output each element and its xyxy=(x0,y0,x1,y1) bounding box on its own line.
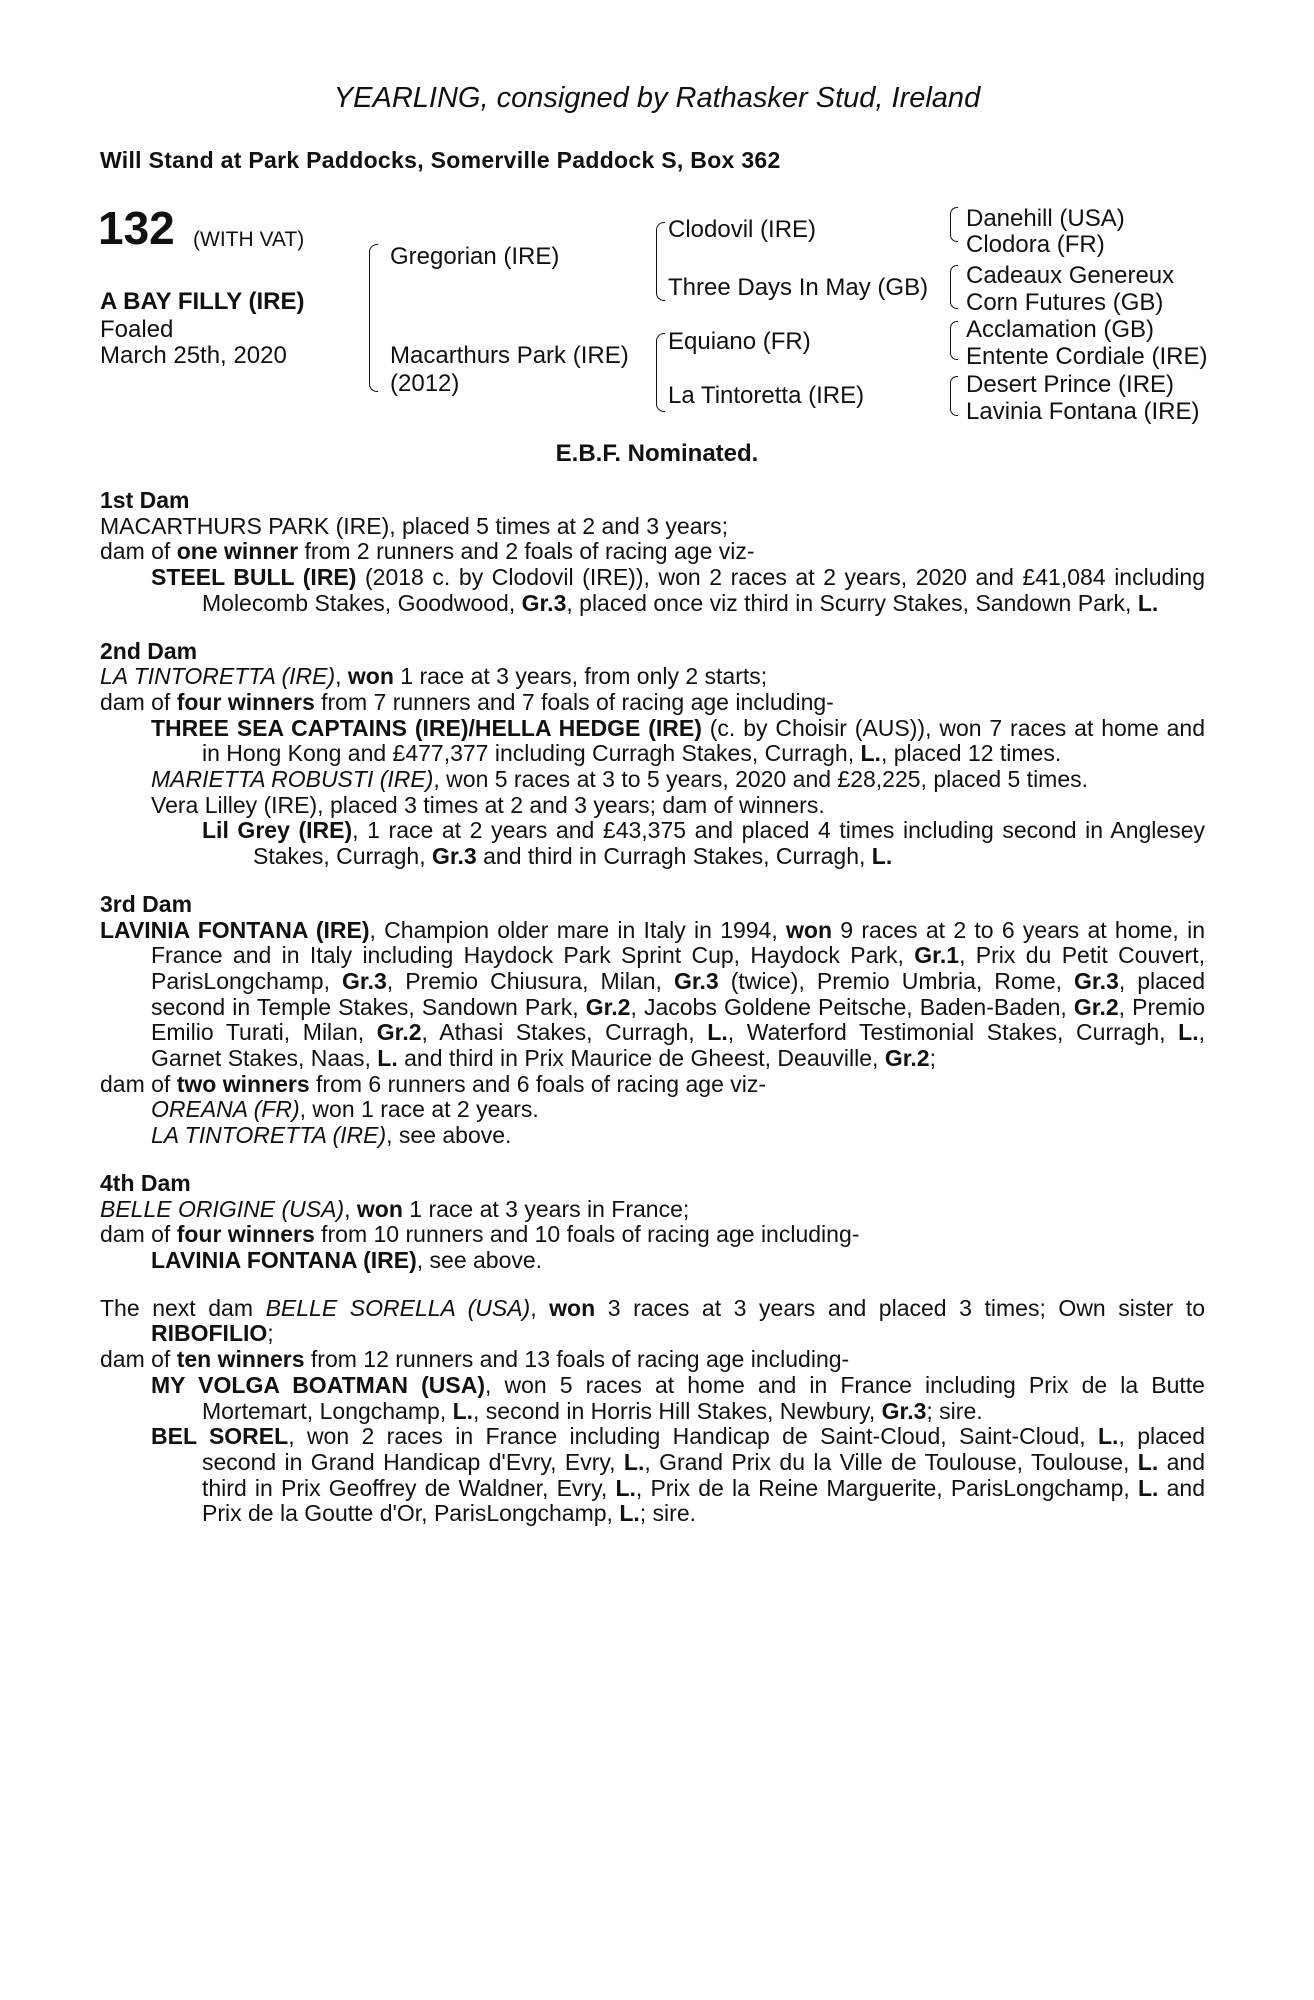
dam2-produce-line: dam of four winners from 7 runners and 7 foals of racing age including- xyxy=(100,688,834,715)
pedigree-brace-dam xyxy=(656,333,665,412)
nextdam-progeny-2: BEL SOREL, won 2 races in France including Handicap de Saint-Cloud, Saint-Cloud, L., placed second in Grand Handicap d'Evry, Evry, L., Grand Prix du la Ville de Toulouse, Toulouse, L. and third in Prix Geoffrey de Waldner, Evry, L., Prix de la Reine Marguerite, ParisLongchamp, L. and Prix de la Goutte d'Or, ParisLongchamp, L.; sire. xyxy=(151,1423,1206,1527)
pedigree-dam-dam: La Tintoretta (IRE) xyxy=(668,382,865,409)
lot-number: 132 xyxy=(98,202,175,254)
nextdam-produce-line: dam of ten winners from 12 runners and 13 foals of racing age including- xyxy=(100,1346,850,1373)
dam1-heading: 1st Dam xyxy=(100,487,190,513)
dam1-line: MACARTHURS PARK (IRE), placed 5 times at 2 and 3 years; xyxy=(100,512,729,539)
dam3-progeny-1: OREANA (FR), won 1 race at 2 years. xyxy=(151,1096,539,1123)
dam4-progeny-1: LAVINIA FONTANA (IRE), see above. xyxy=(151,1246,543,1273)
vat-note: (WITH VAT) xyxy=(193,228,305,251)
nextdam-progeny-1: MY VOLGA BOATMAN (USA), won 5 races at home and in France including Prix de la Butte Mortemart, Longchamp, L., second in Horris Hill Stakes, Newbury, Gr.3; sire. xyxy=(151,1371,1205,1424)
stand-location: Will Stand at Park Paddocks, Somerville Paddock S, Box 362 xyxy=(100,147,781,173)
pedigree-dam: Macarthurs Park (IRE) xyxy=(390,342,629,369)
pedigree-g3-5: Acclamation (GB) xyxy=(966,316,1155,343)
catalogue-title: YEARLING, consigned by Rathasker Stud, Ireland xyxy=(333,82,981,114)
dam4-line: BELLE ORIGINE (USA), won 1 race at 3 years in France; xyxy=(100,1195,690,1222)
pedigree-g3-3: Cadeaux Genereux xyxy=(966,262,1175,289)
pedigree-g3-8: Lavinia Fontana (IRE) xyxy=(966,398,1200,425)
foaled-label: Foaled xyxy=(100,316,174,343)
pedigree-g3-6: Entente Cordiale (IRE) xyxy=(966,343,1208,370)
dam1-produce-line: dam of one winner from 2 runners and 2 foals of racing age viz- xyxy=(100,538,755,565)
pedigree-sire-dam: Three Days In May (GB) xyxy=(668,274,929,301)
pedigree-sire-sire: Clodovil (IRE) xyxy=(668,216,817,243)
dam3-produce-line: dam of two winners from 6 runners and 6 foals of racing age viz- xyxy=(100,1070,767,1097)
pedigree-dam-year: (2012) xyxy=(390,370,460,397)
foaled-date: March 25th, 2020 xyxy=(100,342,287,369)
lot-name: A BAY FILLY (IRE) xyxy=(100,288,305,315)
dam1-progeny-1: STEEL BULL (IRE) (2018 c. by Clodovil (IRE)), won 2 races at 2 years, 2020 and £41,084 including Molecomb Stakes, Goodwood, Gr.3, placed once viz third in Scurry Stakes, Sandown Park, L. xyxy=(151,564,1205,616)
dam4-heading: 4th Dam xyxy=(100,1169,191,1196)
dam2-progeny-1: THREE SEA CAPTAINS (IRE)/HELLA HEDGE (IRE) (c. by Choisir (AUS)), won 7 races at home and in Hong Kong and £477,377 including Curragh Stakes, Curragh, L., placed 12 times. xyxy=(151,714,1205,767)
dam3-heading: 3rd Dam xyxy=(100,890,193,917)
dam2-heading: 2nd Dam xyxy=(100,637,198,664)
pedigree-sire: Gregorian (IRE) xyxy=(390,243,560,270)
dam2-progeny-2: MARIETTA ROBUSTI (IRE), won 5 races at 3 to 5 years, 2020 and £28,225, placed 5 times. xyxy=(151,766,1089,793)
dam2-grandprogeny-1: Lil Grey (IRE), 1 race at 2 years and £43,375 and placed 4 times including second in Anglesey Stakes, Curragh, Gr.3 and third in Curragh Stakes, Curragh, L. xyxy=(202,817,1205,870)
pedigree-brace-g3-3 xyxy=(950,321,958,360)
pedigree-brace-g3-4 xyxy=(950,376,958,416)
dam4-produce-line: dam of four winners from 10 runners and 10 foals of racing age including- xyxy=(100,1221,860,1248)
dam2-line: LA TINTORETTA (IRE), won 1 race at 3 years, from only 2 starts; xyxy=(100,663,768,690)
pedigree-g3-7: Desert Prince (IRE) xyxy=(966,371,1175,398)
dam2-progeny-3: Vera Lilley (IRE), placed 3 times at 2 and 3 years; dam of winners. xyxy=(151,791,825,818)
pedigree-brace-main xyxy=(369,244,378,392)
pedigree-brace-g3-1 xyxy=(950,207,958,242)
pedigree-dam-sire: Equiano (FR) xyxy=(668,328,811,355)
dam3-line: LAVINIA FONTANA (IRE), Champion older mare in Italy in 1994, won 9 races at 2 to 6 years at home, in France and in Italy including Haydock Park Sprint Cup, Haydock Park, Gr.1, Prix du Petit Couvert, ParisLongchamp, Gr.3, Premio Chiusura, Milan, Gr.3 (twice), Premio Umbria, Rome, Gr.3, placed second in Temple Stakes, Sandown Park, Gr.2, Jacobs Goldene Peitsche, Baden-Baden, Gr.2, Premio Emilio Turati, Milan, Gr.2, Athasi Stakes, Curragh, L., Waterford Testimonial Stakes, Curragh, L., Garnet Stakes, Naas, L. and third in Prix Maurice de Gheest, Deauville, Gr.2; xyxy=(100,916,1206,1072)
pedigree-brace-sire xyxy=(656,222,665,301)
dam3-progeny-2: LA TINTORETTA (IRE), see above. xyxy=(151,1122,512,1149)
catalogue-body xyxy=(100,488,1205,1527)
ebf-nominated: E.B.F. Nominated. xyxy=(555,440,759,467)
nextdam-line: The next dam BELLE SORELLA (USA), won 3 races at 3 years and placed 3 times; Own sister to RIBOFILIO; xyxy=(100,1294,1206,1347)
pedigree-g3-2: Clodora (FR) xyxy=(966,231,1105,258)
pedigree-brace-g3-2 xyxy=(950,265,958,309)
pedigree-g3-1: Danehill (USA) xyxy=(966,205,1125,232)
pedigree-g3-4: Corn Futures (GB) xyxy=(966,289,1164,316)
